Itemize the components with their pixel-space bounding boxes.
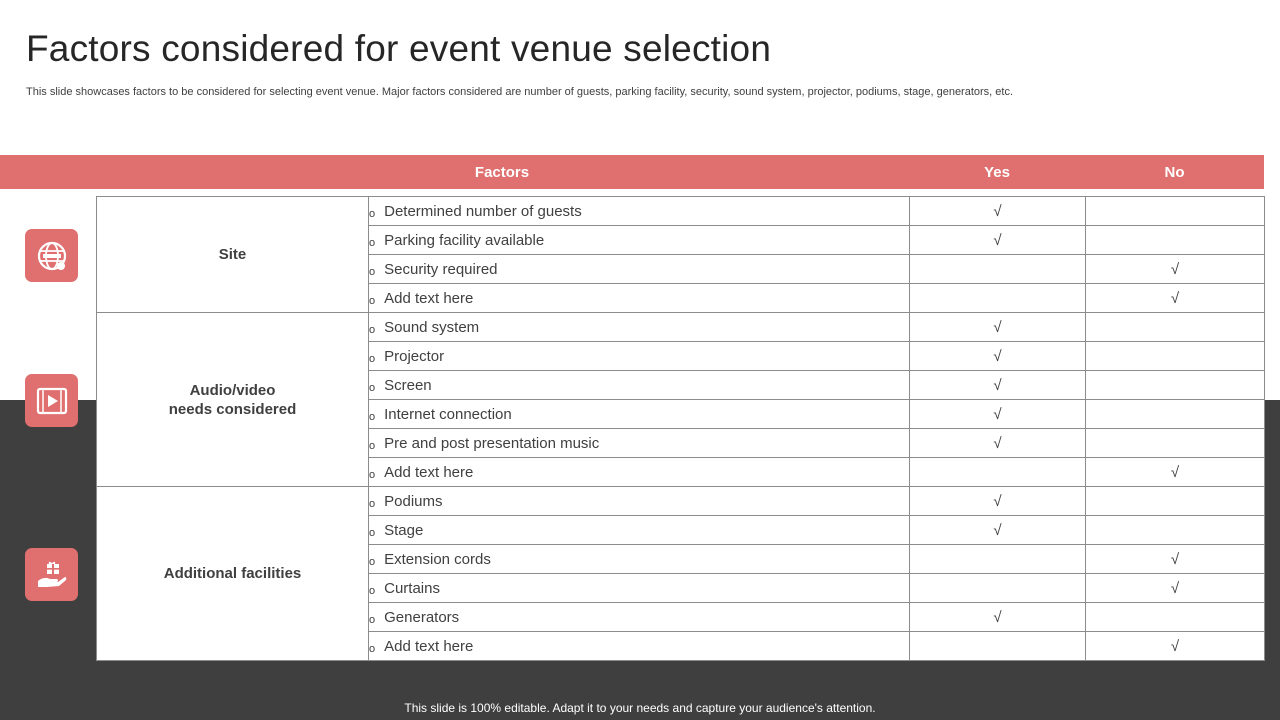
factor-cell: [369, 371, 910, 400]
check-mark: √: [993, 405, 1002, 423]
yes-cell: [910, 545, 1086, 574]
factor-cell: [369, 342, 910, 371]
footer-note: This slide is 100% editable. Adapt it to your needs and capture your audience's attention.: [404, 701, 876, 715]
factor-cell: [369, 226, 910, 255]
no-cell: [1086, 458, 1265, 487]
header-no: No: [1164, 164, 1185, 181]
factor-cell: [369, 313, 910, 342]
yes-cell: [910, 429, 1086, 458]
factor-cell: [369, 603, 910, 632]
bullet-icon: o: [369, 352, 376, 365]
factor-cell: [369, 574, 910, 603]
video-play-icon: [25, 374, 78, 427]
factor-cell: [369, 458, 910, 487]
factor-text: Generators: [384, 608, 460, 626]
factor-cell: [369, 400, 910, 429]
check-mark: √: [993, 521, 1002, 539]
check-mark: √: [1170, 260, 1180, 278]
yes-cell: [910, 400, 1086, 429]
bullet-icon: o: [369, 294, 376, 307]
factor-cell: [369, 516, 910, 545]
check-mark: √: [993, 318, 1002, 336]
check-mark: √: [1170, 579, 1180, 597]
yes-cell: [910, 603, 1086, 632]
bullet-icon: o: [369, 323, 376, 336]
no-cell: [1086, 603, 1265, 632]
factor-text: Internet connection: [384, 405, 512, 423]
no-cell: [1086, 313, 1265, 342]
page-subtitle: This slide showcases factors to be considered for selecting event venue. Major factors considered are number of guests, parking facility, security, sound system, projector, podiums, stage, generators, etc.: [26, 86, 1014, 98]
category-label: Additional facilities: [163, 565, 302, 582]
bullet-icon: o: [369, 613, 376, 626]
yes-cell: [910, 516, 1086, 545]
category-cell: [97, 487, 369, 661]
bullet-icon: o: [369, 468, 376, 481]
table-header-bar: [0, 155, 1264, 189]
bullet-icon: o: [369, 381, 376, 394]
factor-text: Stage: [384, 521, 424, 539]
yes-cell: [910, 284, 1086, 313]
yes-cell: [910, 226, 1086, 255]
factor-cell: [369, 429, 910, 458]
yes-cell: [910, 197, 1086, 226]
no-cell: [1086, 197, 1265, 226]
header-yes: Yes: [984, 164, 1010, 181]
factor-text: Add text here: [384, 289, 474, 307]
bullet-icon: o: [369, 642, 376, 655]
bullet-icon: o: [369, 584, 376, 597]
factor-text: Curtains: [384, 579, 440, 597]
factor-text: Add text here: [384, 637, 474, 655]
category-label: Audio/video needs considered: [168, 381, 297, 418]
no-cell: [1086, 632, 1265, 661]
category-label: Site: [218, 246, 247, 263]
bullet-icon: o: [369, 265, 376, 278]
check-mark: √: [993, 202, 1002, 220]
bullet-icon: o: [369, 236, 376, 249]
factors-table: [96, 196, 1265, 661]
factor-cell: [369, 255, 910, 284]
bullet-icon: o: [369, 439, 376, 452]
no-cell: [1086, 342, 1265, 371]
factor-text: Parking facility available: [384, 231, 545, 249]
no-cell: [1086, 284, 1265, 313]
check-mark: √: [1170, 550, 1180, 568]
no-cell: [1086, 516, 1265, 545]
factor-text: Podiums: [384, 492, 443, 510]
no-cell: [1086, 487, 1265, 516]
check-mark: √: [993, 608, 1002, 626]
factor-text: Screen: [384, 376, 432, 394]
yes-cell: [910, 342, 1086, 371]
no-cell: [1086, 371, 1265, 400]
yes-cell: [910, 313, 1086, 342]
bullet-icon: o: [369, 410, 376, 423]
check-mark: √: [993, 376, 1002, 394]
check-mark: √: [993, 434, 1002, 452]
table-row: [97, 487, 1265, 516]
factor-cell: [369, 197, 910, 226]
yes-cell: [910, 458, 1086, 487]
yes-cell: [910, 255, 1086, 284]
bullet-icon: o: [369, 207, 376, 220]
factor-text: Add text here: [384, 463, 474, 481]
header-factors: Factors: [474, 164, 530, 181]
bullet-icon: o: [369, 555, 376, 568]
check-mark: √: [1170, 637, 1180, 655]
check-mark: √: [1170, 289, 1180, 307]
bullet-icon: o: [369, 497, 376, 510]
hand-gift-icon: [25, 548, 78, 601]
no-cell: [1086, 255, 1265, 284]
no-cell: [1086, 545, 1265, 574]
yes-cell: [910, 632, 1086, 661]
check-mark: √: [993, 347, 1002, 365]
no-cell: [1086, 400, 1265, 429]
factor-text: Pre and post presentation music: [384, 434, 600, 452]
check-mark: √: [1170, 463, 1180, 481]
check-mark: √: [993, 231, 1002, 249]
table-row: [97, 197, 1265, 226]
no-cell: [1086, 226, 1265, 255]
globe-icon: [25, 229, 78, 282]
factor-cell: [369, 284, 910, 313]
yes-cell: [910, 371, 1086, 400]
page-title: Factors considered for event venue selection: [26, 28, 772, 69]
factor-text: Determined number of guests: [384, 202, 582, 220]
table-row: [97, 313, 1265, 342]
factor-cell: [369, 632, 910, 661]
check-mark: √: [993, 492, 1002, 510]
yes-cell: [910, 487, 1086, 516]
category-cell: [97, 197, 369, 313]
factor-text: Projector: [384, 347, 445, 365]
factor-text: Sound system: [384, 318, 480, 336]
bullet-icon: o: [369, 526, 376, 539]
factors-table-body: [97, 197, 1265, 661]
no-cell: [1086, 574, 1265, 603]
no-cell: [1086, 429, 1265, 458]
factor-text: Extension cords: [384, 550, 491, 568]
factor-cell: [369, 545, 910, 574]
factor-text: Security required: [384, 260, 498, 278]
factor-cell: [369, 487, 910, 516]
yes-cell: [910, 574, 1086, 603]
category-cell: [97, 313, 369, 487]
